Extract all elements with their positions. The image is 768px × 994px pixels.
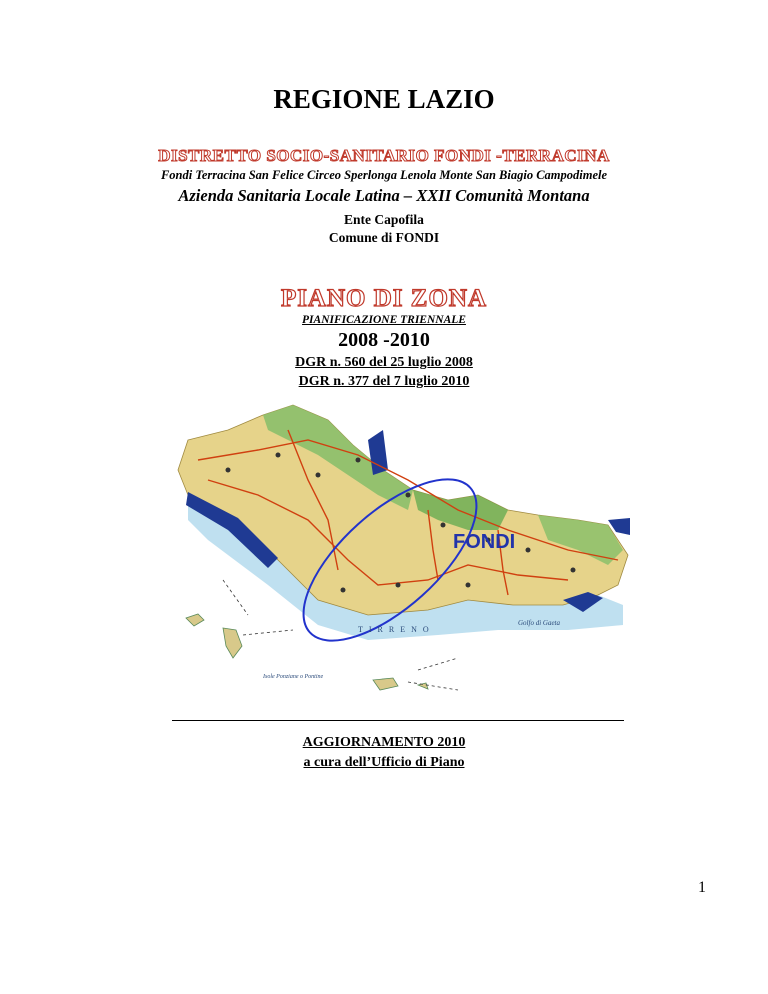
sea-label: TIRRENO (358, 625, 435, 634)
asl-line: Azienda Sanitaria Locale Latina – XXII Comunità Montana (178, 186, 590, 205)
land-mass (178, 405, 628, 615)
comune-label: Comune di FONDI (328, 230, 440, 245)
capofila-label: Ente Capofila (344, 212, 424, 227)
page-title: REGIONE LAZIO (273, 84, 495, 114)
curated-by-label: a cura dell’Ufficio di Piano (303, 755, 465, 770)
gulf-label: Golfo di Gaeta (518, 619, 560, 627)
horizontal-divider (172, 720, 624, 721)
islands-label: Isole Ponziane o Pontine (263, 674, 324, 680)
dgr-reference-2: DGR n. 377 del 7 luglio 2010 (298, 374, 470, 389)
plan-years: 2008 -2010 (338, 329, 430, 351)
update-label: AGGIORNAMENTO 2010 (302, 735, 466, 750)
fondi-map-label: FONDI (453, 531, 516, 553)
dgr-reference-1: DGR n. 560 del 25 luglio 2008 (295, 355, 473, 370)
district-map (168, 400, 638, 705)
plan-subtitle: PIANIFICAZIONE TRIENNALE (302, 314, 466, 326)
page-number: 1 (698, 879, 706, 896)
municipalities-list: Fondi Terracina San Felice Circeo Sperlonga Lenola Monte San Biagio Campodimele (160, 168, 608, 182)
district-heading: DISTRETTO SOCIO-SANITARIO FONDI -TERRACINA (158, 146, 610, 165)
plan-title: PIANO DI ZONA (280, 285, 488, 312)
